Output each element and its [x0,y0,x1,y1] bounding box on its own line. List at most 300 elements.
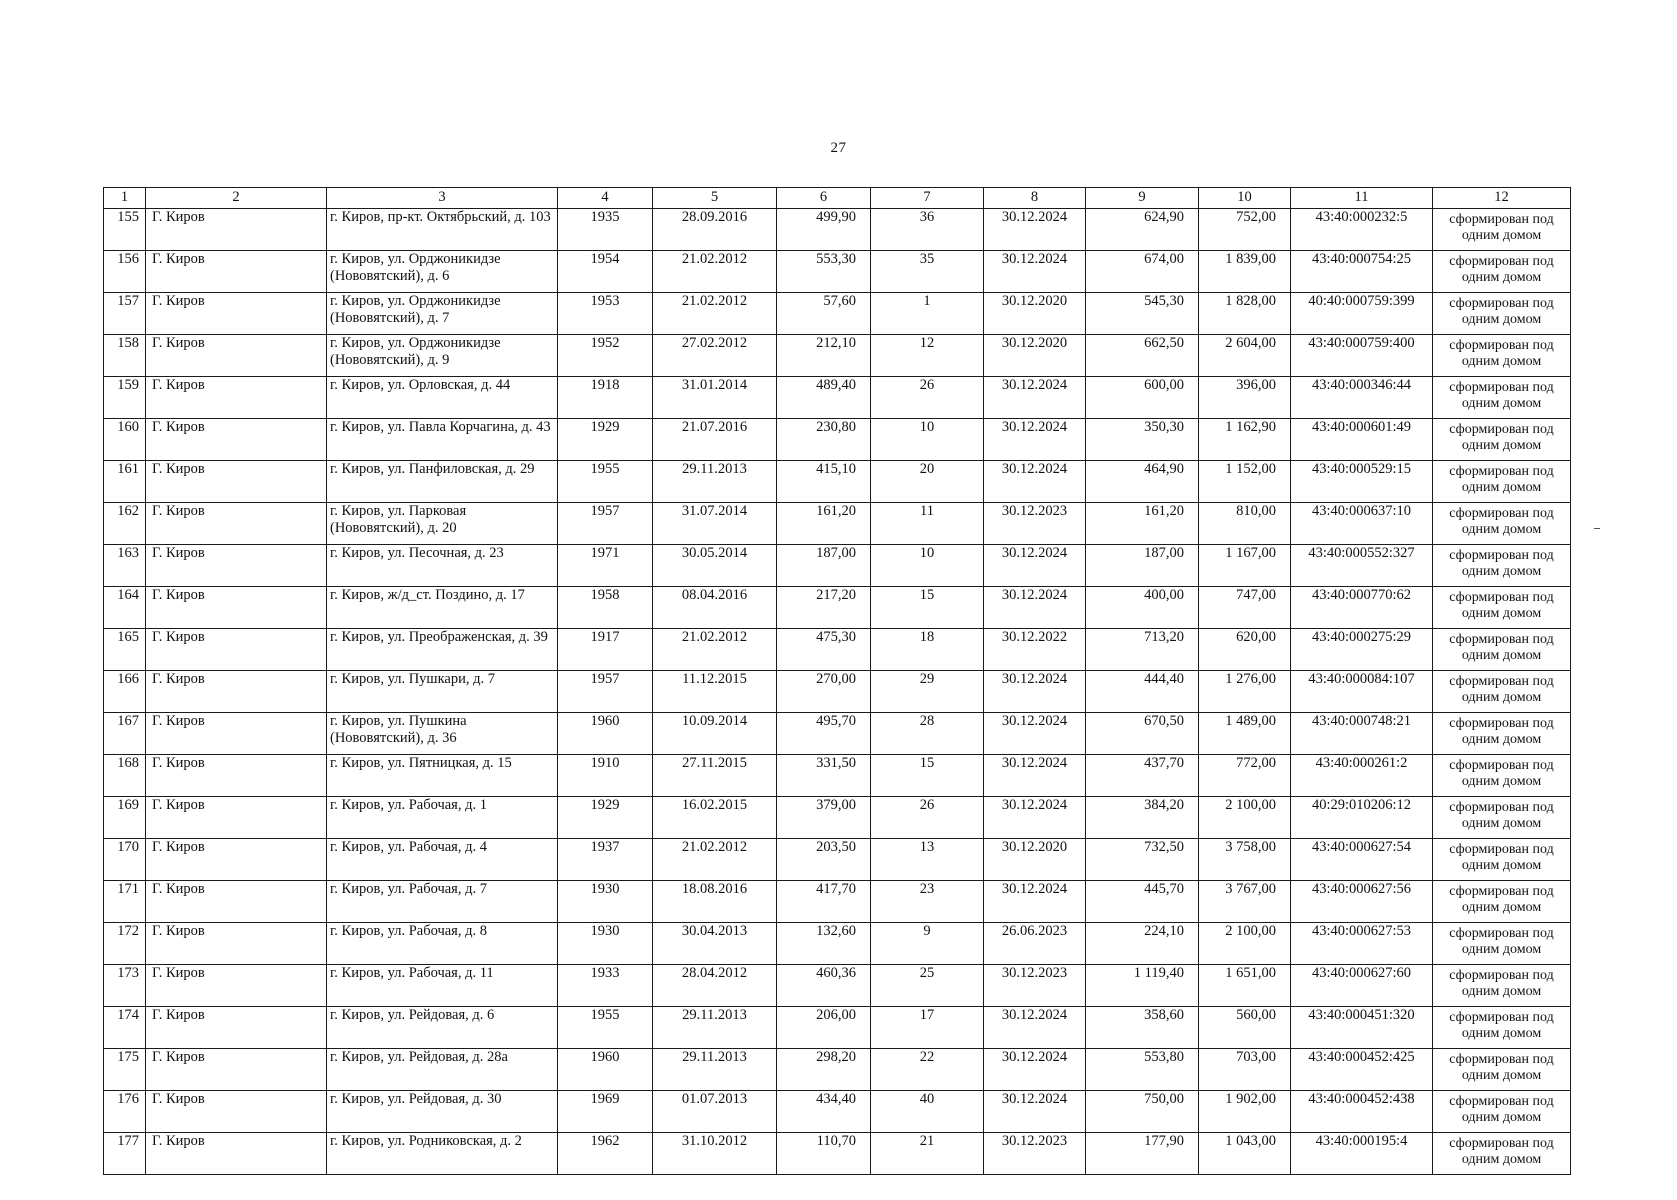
cell-land-status: сформирован под одним домом [1433,881,1571,923]
table-row [104,209,1571,251]
cell-residents-count: 1 [871,293,984,335]
cell-residents-count: 35 [871,251,984,293]
cell-cadastral-number: 43:40:000637:10 [1291,503,1433,545]
cell-land-area: 1 651,00 [1199,965,1291,1007]
cell-deadline-date: 30.12.2023 [984,1133,1086,1175]
cell-land-area: 2 100,00 [1199,797,1291,839]
cell-deadline-date: 30.12.2024 [984,1049,1086,1091]
cell-total-area: 400,00 [1086,587,1199,629]
cell-land-area: 1 902,00 [1199,1091,1291,1133]
cell-deadline-date: 30.12.2024 [984,797,1086,839]
cell-build-year: 1955 [558,461,653,503]
cell-deadline-date: 30.12.2024 [984,671,1086,713]
cell-registration-date: 31.10.2012 [653,1133,777,1175]
cell-row-number: 171 [104,881,146,923]
header-cell-5: 5 [653,188,777,209]
cell-registration-date: 08.04.2016 [653,587,777,629]
cell-residents-count: 12 [871,335,984,377]
cell-cadastral-number: 43:40:000748:21 [1291,713,1433,755]
cell-deadline-date: 30.12.2024 [984,713,1086,755]
cell-residents-count: 11 [871,503,984,545]
cell-city: Г. Киров [146,335,327,377]
cell-living-area: 553,30 [777,251,871,293]
cell-row-number: 175 [104,1049,146,1091]
cell-address: г. Киров, ул. Парковая (Нововятский), д. 20 [327,503,558,545]
cell-row-number: 156 [104,251,146,293]
cell-total-area: 224,10 [1086,923,1199,965]
cell-build-year: 1930 [558,881,653,923]
cell-land-area: 1 152,00 [1199,461,1291,503]
cell-build-year: 1955 [558,1007,653,1049]
cell-registration-date: 21.02.2012 [653,839,777,881]
cell-address: г. Киров, ул. Рабочая, д. 1 [327,797,558,839]
header-cell-4: 4 [558,188,653,209]
cell-residents-count: 13 [871,839,984,881]
table-row [104,713,1571,755]
cell-residents-count: 17 [871,1007,984,1049]
cell-land-area: 747,00 [1199,587,1291,629]
header-cell-2: 2 [146,188,327,209]
table-row [104,503,1571,545]
cell-living-area: 415,10 [777,461,871,503]
cell-residents-count: 25 [871,965,984,1007]
cell-row-number: 157 [104,293,146,335]
table-row [104,839,1571,881]
cell-city: Г. Киров [146,671,327,713]
cell-land-status: сформирован под одним домом [1433,251,1571,293]
cell-registration-date: 11.12.2015 [653,671,777,713]
table-row [104,377,1571,419]
cell-land-area: 1 043,00 [1199,1133,1291,1175]
cell-residents-count: 28 [871,713,984,755]
cell-land-area: 3 758,00 [1199,839,1291,881]
cell-city: Г. Киров [146,1091,327,1133]
cell-build-year: 1935 [558,209,653,251]
cell-city: Г. Киров [146,797,327,839]
header-cell-7: 7 [871,188,984,209]
cell-land-status: сформирован под одним домом [1433,545,1571,587]
table-body [104,209,1571,1175]
cell-living-area: 379,00 [777,797,871,839]
cell-deadline-date: 30.12.2022 [984,629,1086,671]
header-cell-8: 8 [984,188,1086,209]
table-row [104,587,1571,629]
cell-total-area: 444,40 [1086,671,1199,713]
table-row [104,461,1571,503]
cell-residents-count: 26 [871,797,984,839]
table-row [104,419,1571,461]
cell-cadastral-number: 43:40:000627:56 [1291,881,1433,923]
cell-cadastral-number: 43:40:000275:29 [1291,629,1433,671]
cell-land-area: 396,00 [1199,377,1291,419]
table-row [104,1091,1571,1133]
table-row [104,251,1571,293]
cell-total-area: 161,20 [1086,503,1199,545]
cell-build-year: 1969 [558,1091,653,1133]
cell-cadastral-number: 43:40:000452:425 [1291,1049,1433,1091]
cell-build-year: 1952 [558,335,653,377]
cell-land-status: сформирован под одним домом [1433,419,1571,461]
cell-total-area: 545,30 [1086,293,1199,335]
table-row [104,881,1571,923]
cell-registration-date: 21.02.2012 [653,293,777,335]
cell-land-area: 1 489,00 [1199,713,1291,755]
cell-total-area: 553,80 [1086,1049,1199,1091]
cell-total-area: 600,00 [1086,377,1199,419]
cell-living-area: 132,60 [777,923,871,965]
cell-total-area: 177,90 [1086,1133,1199,1175]
table-row [104,923,1571,965]
cell-row-number: 167 [104,713,146,755]
cell-build-year: 1918 [558,377,653,419]
cell-deadline-date: 30.12.2024 [984,1007,1086,1049]
cell-cadastral-number: 40:29:010206:12 [1291,797,1433,839]
cell-registration-date: 30.05.2014 [653,545,777,587]
cell-land-area: 1 167,00 [1199,545,1291,587]
cell-land-area: 1 162,90 [1199,419,1291,461]
cell-land-area: 703,00 [1199,1049,1291,1091]
cell-build-year: 1917 [558,629,653,671]
cell-registration-date: 10.09.2014 [653,713,777,755]
cell-build-year: 1930 [558,923,653,965]
margin-mark [1594,528,1600,529]
cell-residents-count: 10 [871,545,984,587]
cell-living-area: 270,00 [777,671,871,713]
cell-city: Г. Киров [146,839,327,881]
cell-land-status: сформирован под одним домом [1433,797,1571,839]
cell-address: г. Киров, ул. Рабочая, д. 8 [327,923,558,965]
cell-address: г. Киров, ул. Рейдовая, д. 28а [327,1049,558,1091]
cell-land-area: 772,00 [1199,755,1291,797]
cell-city: Г. Киров [146,755,327,797]
cell-total-area: 674,00 [1086,251,1199,293]
cell-address: г. Киров, ул. Пятницкая, д. 15 [327,755,558,797]
cell-registration-date: 27.11.2015 [653,755,777,797]
cell-residents-count: 18 [871,629,984,671]
header-cell-9: 9 [1086,188,1199,209]
cell-cadastral-number: 43:40:000232:5 [1291,209,1433,251]
cell-living-area: 187,00 [777,545,871,587]
table-row [104,335,1571,377]
cell-deadline-date: 30.12.2020 [984,839,1086,881]
cell-address: г. Киров, ж/д_ст. Поздино, д. 17 [327,587,558,629]
cell-registration-date: 30.04.2013 [653,923,777,965]
cell-land-area: 3 767,00 [1199,881,1291,923]
page-number: 27 [830,140,847,156]
cell-address: г. Киров, ул. Рейдовая, д. 30 [327,1091,558,1133]
cell-address: г. Киров, ул. Рабочая, д. 7 [327,881,558,923]
cell-build-year: 1957 [558,671,653,713]
cell-city: Г. Киров [146,629,327,671]
cell-registration-date: 21.02.2012 [653,251,777,293]
cell-deadline-date: 30.12.2024 [984,587,1086,629]
cell-address: г. Киров, ул. Пушкина (Нововятский), д. 36 [327,713,558,755]
cell-deadline-date: 30.12.2020 [984,335,1086,377]
cell-row-number: 163 [104,545,146,587]
cell-city: Г. Киров [146,293,327,335]
cell-living-area: 110,70 [777,1133,871,1175]
cell-land-status: сформирован под одним домом [1433,209,1571,251]
cell-cadastral-number: 43:40:000770:62 [1291,587,1433,629]
cell-city: Г. Киров [146,1133,327,1175]
cell-residents-count: 26 [871,377,984,419]
cell-cadastral-number: 43:40:000195:4 [1291,1133,1433,1175]
cell-living-area: 434,40 [777,1091,871,1133]
cell-deadline-date: 30.12.2024 [984,209,1086,251]
cell-residents-count: 15 [871,587,984,629]
cell-cadastral-number: 43:40:000261:2 [1291,755,1433,797]
cell-cadastral-number: 43:40:000084:107 [1291,671,1433,713]
cell-living-area: 298,20 [777,1049,871,1091]
header-cell-3: 3 [327,188,558,209]
cell-row-number: 173 [104,965,146,1007]
cell-total-area: 187,00 [1086,545,1199,587]
cell-residents-count: 15 [871,755,984,797]
cell-cadastral-number: 43:40:000754:25 [1291,251,1433,293]
cell-total-area: 732,50 [1086,839,1199,881]
cell-cadastral-number: 43:40:000759:400 [1291,335,1433,377]
cell-living-area: 475,30 [777,629,871,671]
cell-residents-count: 10 [871,419,984,461]
cell-land-status: сформирован под одним домом [1433,587,1571,629]
cell-cadastral-number: 43:40:000552:327 [1291,545,1433,587]
cell-registration-date: 27.02.2012 [653,335,777,377]
cell-living-area: 203,50 [777,839,871,881]
cell-land-status: сформирован под одним домом [1433,755,1571,797]
cell-address: г. Киров, ул. Панфиловская, д. 29 [327,461,558,503]
cell-deadline-date: 30.12.2024 [984,545,1086,587]
cell-total-area: 624,90 [1086,209,1199,251]
cell-row-number: 165 [104,629,146,671]
cell-city: Г. Киров [146,503,327,545]
cell-residents-count: 29 [871,671,984,713]
cell-registration-date: 29.11.2013 [653,1007,777,1049]
cell-cadastral-number: 43:40:000601:49 [1291,419,1433,461]
cell-deadline-date: 30.12.2023 [984,503,1086,545]
cell-city: Г. Киров [146,251,327,293]
cell-living-area: 489,40 [777,377,871,419]
cell-row-number: 162 [104,503,146,545]
cell-registration-date: 21.07.2016 [653,419,777,461]
cell-deadline-date: 30.12.2023 [984,965,1086,1007]
cell-build-year: 1960 [558,1049,653,1091]
cell-build-year: 1957 [558,503,653,545]
cell-address: г. Киров, ул. Песочная, д. 23 [327,545,558,587]
cell-residents-count: 36 [871,209,984,251]
cell-build-year: 1960 [558,713,653,755]
cell-cadastral-number: 43:40:000346:44 [1291,377,1433,419]
cell-land-status: сформирован под одним домом [1433,1091,1571,1133]
cell-deadline-date: 30.12.2024 [984,251,1086,293]
header-cell-1: 1 [104,188,146,209]
header-cell-10: 10 [1199,188,1291,209]
cell-build-year: 1958 [558,587,653,629]
cell-registration-date: 29.11.2013 [653,1049,777,1091]
cell-deadline-date: 30.12.2024 [984,881,1086,923]
table-row [104,629,1571,671]
header-cell-6: 6 [777,188,871,209]
table-header [104,188,1571,209]
cell-address: г. Киров, ул. Павла Корчагина, д. 43 [327,419,558,461]
cell-total-area: 1 119,40 [1086,965,1199,1007]
table-row [104,1133,1571,1175]
cell-land-status: сформирован под одним домом [1433,461,1571,503]
cell-build-year: 1910 [558,755,653,797]
cell-cadastral-number: 43:40:000451:320 [1291,1007,1433,1049]
cell-deadline-date: 30.12.2024 [984,755,1086,797]
cell-total-area: 358,60 [1086,1007,1199,1049]
cell-build-year: 1954 [558,251,653,293]
cell-living-area: 331,50 [777,755,871,797]
cell-city: Г. Киров [146,587,327,629]
cell-city: Г. Киров [146,1007,327,1049]
cell-row-number: 172 [104,923,146,965]
cell-build-year: 1933 [558,965,653,1007]
cell-build-year: 1929 [558,797,653,839]
cell-city: Г. Киров [146,377,327,419]
cell-registration-date: 01.07.2013 [653,1091,777,1133]
cell-address: г. Киров, ул. Преображенская, д. 39 [327,629,558,671]
cell-cadastral-number: 40:40:000759:399 [1291,293,1433,335]
cell-build-year: 1929 [558,419,653,461]
cell-address: г. Киров, ул. Орджоникидзе (Нововятский), д. 6 [327,251,558,293]
cell-land-status: сформирован под одним домом [1433,671,1571,713]
cell-total-area: 670,50 [1086,713,1199,755]
cell-row-number: 174 [104,1007,146,1049]
cell-address: г. Киров, ул. Пушкари, д. 7 [327,671,558,713]
cell-registration-date: 31.01.2014 [653,377,777,419]
cell-city: Г. Киров [146,419,327,461]
header-cell-12: 12 [1433,188,1571,209]
cell-residents-count: 9 [871,923,984,965]
cell-deadline-date: 30.12.2024 [984,461,1086,503]
cell-residents-count: 20 [871,461,984,503]
cell-row-number: 170 [104,839,146,881]
cell-city: Г. Киров [146,1049,327,1091]
cell-land-status: сформирован под одним домом [1433,377,1571,419]
table-row [104,1007,1571,1049]
cell-land-area: 1 276,00 [1199,671,1291,713]
cell-address: г. Киров, пр-кт. Октябрьский, д. 103 [327,209,558,251]
cell-row-number: 166 [104,671,146,713]
cell-row-number: 160 [104,419,146,461]
cell-land-area: 620,00 [1199,629,1291,671]
cell-build-year: 1953 [558,293,653,335]
cell-land-area: 752,00 [1199,209,1291,251]
cell-cadastral-number: 43:40:000627:54 [1291,839,1433,881]
cell-build-year: 1971 [558,545,653,587]
cell-address: г. Киров, ул. Орловская, д. 44 [327,377,558,419]
cell-land-status: сформирован под одним домом [1433,503,1571,545]
header-cell-11: 11 [1291,188,1433,209]
cell-land-status: сформирован под одним домом [1433,713,1571,755]
cell-registration-date: 28.04.2012 [653,965,777,1007]
cell-city: Г. Киров [146,881,327,923]
cell-address: г. Киров, ул. Родниковская, д. 2 [327,1133,558,1175]
cell-land-area: 560,00 [1199,1007,1291,1049]
cell-land-area: 810,00 [1199,503,1291,545]
cell-city: Г. Киров [146,923,327,965]
cell-city: Г. Киров [146,965,327,1007]
cell-row-number: 168 [104,755,146,797]
cell-living-area: 495,70 [777,713,871,755]
cell-residents-count: 23 [871,881,984,923]
cell-address: г. Киров, ул. Рабочая, д. 11 [327,965,558,1007]
cell-living-area: 230,80 [777,419,871,461]
registry-table [103,187,1571,1175]
cell-address: г. Киров, ул. Рейдовая, д. 6 [327,1007,558,1049]
cell-registration-date: 18.08.2016 [653,881,777,923]
cell-cadastral-number: 43:40:000627:60 [1291,965,1433,1007]
registry-table-container [103,187,1570,1175]
cell-total-area: 437,70 [1086,755,1199,797]
cell-registration-date: 21.02.2012 [653,629,777,671]
cell-cadastral-number: 43:40:000452:438 [1291,1091,1433,1133]
cell-total-area: 384,20 [1086,797,1199,839]
cell-registration-date: 29.11.2013 [653,461,777,503]
cell-row-number: 161 [104,461,146,503]
cell-living-area: 161,20 [777,503,871,545]
cell-land-status: сформирован под одним домом [1433,1133,1571,1175]
cell-land-area: 1 839,00 [1199,251,1291,293]
cell-registration-date: 16.02.2015 [653,797,777,839]
cell-land-status: сформирован под одним домом [1433,335,1571,377]
cell-cadastral-number: 43:40:000627:53 [1291,923,1433,965]
cell-address: г. Киров, ул. Орджоникидзе (Нововятский), д. 7 [327,293,558,335]
cell-living-area: 417,70 [777,881,871,923]
cell-city: Г. Киров [146,461,327,503]
table-row [104,965,1571,1007]
table-row [104,671,1571,713]
table-row [104,545,1571,587]
cell-land-status: сформирован под одним домом [1433,1007,1571,1049]
cell-row-number: 159 [104,377,146,419]
cell-city: Г. Киров [146,713,327,755]
cell-land-area: 2 100,00 [1199,923,1291,965]
cell-deadline-date: 30.12.2024 [984,1091,1086,1133]
table-row [104,755,1571,797]
table-row [104,797,1571,839]
cell-row-number: 169 [104,797,146,839]
cell-land-status: сформирован под одним домом [1433,839,1571,881]
cell-row-number: 164 [104,587,146,629]
cell-deadline-date: 30.12.2020 [984,293,1086,335]
cell-total-area: 464,90 [1086,461,1199,503]
cell-land-status: сформирован под одним домом [1433,629,1571,671]
cell-land-area: 2 604,00 [1199,335,1291,377]
cell-living-area: 217,20 [777,587,871,629]
cell-address: г. Киров, ул. Рабочая, д. 4 [327,839,558,881]
table-row [104,293,1571,335]
cell-deadline-date: 30.12.2024 [984,377,1086,419]
cell-total-area: 662,50 [1086,335,1199,377]
cell-living-area: 460,36 [777,965,871,1007]
cell-deadline-date: 30.12.2024 [984,419,1086,461]
cell-living-area: 499,90 [777,209,871,251]
cell-address: г. Киров, ул. Орджоникидзе (Нововятский), д. 9 [327,335,558,377]
cell-living-area: 212,10 [777,335,871,377]
table-row [104,1049,1571,1091]
cell-land-status: сформирован под одним домом [1433,923,1571,965]
cell-total-area: 445,70 [1086,881,1199,923]
cell-residents-count: 22 [871,1049,984,1091]
cell-living-area: 57,60 [777,293,871,335]
cell-total-area: 750,00 [1086,1091,1199,1133]
cell-row-number: 177 [104,1133,146,1175]
cell-land-status: сформирован под одним домом [1433,1049,1571,1091]
cell-residents-count: 40 [871,1091,984,1133]
cell-total-area: 350,30 [1086,419,1199,461]
